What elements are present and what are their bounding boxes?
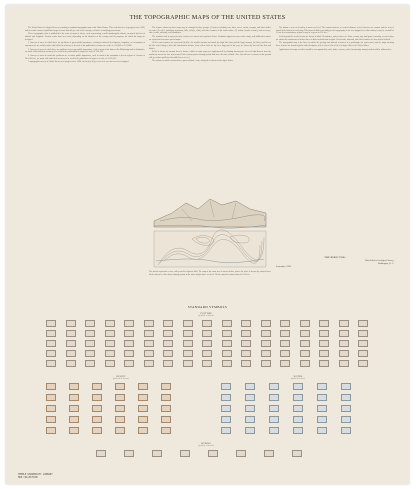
section-culture-sub: (printed in black)	[198, 315, 214, 317]
legend-symbol-swatch	[161, 405, 171, 412]
water-symbol-grid	[221, 383, 376, 439]
legend-symbol-swatch	[341, 383, 351, 390]
standard-symbols-title: STANDARD SYMBOLS	[187, 305, 228, 309]
legend-symbol-swatch	[124, 350, 134, 357]
legend-symbol-swatch	[280, 350, 290, 357]
legend-symbol-swatch	[124, 330, 134, 337]
legend-symbol-swatch	[293, 394, 303, 401]
legend-symbol-swatch	[261, 360, 271, 367]
legend-symbol-swatch	[144, 330, 154, 337]
legend-symbol-swatch	[152, 450, 162, 457]
legend-symbol-swatch	[341, 416, 351, 423]
section-relief-sub: (printed in brown)	[113, 378, 129, 380]
legend-symbol-swatch	[221, 383, 231, 390]
legend-symbol-swatch	[69, 427, 79, 434]
legend-symbol-swatch	[85, 350, 95, 357]
legend-symbol-swatch	[245, 416, 255, 423]
legend-symbol-swatch	[241, 360, 251, 367]
legend-symbol-swatch	[317, 383, 327, 390]
legend-symbol-swatch	[292, 450, 302, 457]
legend-symbol-swatch	[245, 394, 255, 401]
paragraph: The features shown on these maps may be arranged in three groups: (1) water, including seas, lakes, rivers, canals, swamps, and other bodies of water; (2) relief, including mountains, hills, valleys, cliffs, and other features of the land surface; (3) culture (works of man), such as towns, cities, roads, railroads, and boundaries.	[149, 27, 271, 35]
legend-symbol-swatch	[144, 350, 154, 357]
legend-symbol-swatch	[319, 330, 329, 337]
legend-symbol-swatch	[69, 416, 79, 423]
section-works	[176, 442, 236, 447]
legend-symbol-swatch	[138, 427, 148, 434]
legend-symbol-swatch	[245, 405, 255, 412]
signature-org: United States Geological Survey,	[364, 259, 394, 262]
legend-symbol-swatch	[358, 320, 368, 327]
legend-symbol-swatch	[341, 405, 351, 412]
legend-symbol-swatch	[293, 405, 303, 412]
legend-symbol-swatch	[222, 340, 232, 347]
paragraph: Applications for maps or folios should be accompanied by cash, draft, or money order (not postage stamps) and should be addressed to	[279, 48, 392, 51]
paragraph: The symbols used to represent these features are shown and explained below. Variations appear in some earlier maps, and additional features are represented on some special maps.	[149, 35, 271, 41]
culture-symbol-grid	[46, 320, 376, 372]
legend-symbol-swatch	[92, 405, 102, 412]
paragraph: These topographic atlas is published in the form of maps or sheets, each representing a small quadrangular district, measured by lines of latitude and longitude. Various scales have been used, depending on the character of the country and the purposes for which the maps are designed.	[25, 33, 145, 41]
text-column-2	[149, 27, 271, 64]
legend-symbol-swatch	[46, 383, 56, 390]
legend-symbol-swatch	[161, 383, 171, 390]
paragraph: The datum or zero of elevation is mean sea level. The contour interval, or vertical distance in feet between one contour and the next, is stated at the bottom of each map. This interval differs according to the topography of the area mapped: in a flat country it may be as small as 1 foot; in a mountainous region it may be as great as 250 feet.	[276, 27, 394, 35]
legend-symbol-swatch	[269, 394, 279, 401]
section-relief-title: RELIEF	[116, 375, 126, 378]
section-culture-title: CULTURE	[199, 312, 213, 315]
legend-symbol-swatch	[339, 350, 349, 357]
section-works-title: WORKS	[201, 442, 211, 445]
legend-symbol-swatch	[66, 320, 76, 327]
legend-symbol-swatch	[92, 427, 102, 434]
legend-symbol-swatch	[144, 320, 154, 327]
legend-symbol-swatch	[261, 320, 271, 327]
legend-symbol-swatch	[161, 416, 171, 423]
legend-symbol-swatch	[85, 360, 95, 367]
legend-symbol-swatch	[300, 340, 310, 347]
legend-symbol-swatch	[339, 330, 349, 337]
stamp-line-1: TEMPLE UNIVERSITY LIBRARY	[18, 473, 53, 476]
legend-symbol-swatch	[46, 320, 56, 327]
legend-symbol-swatch	[124, 340, 134, 347]
legend-symbol-swatch	[163, 330, 173, 337]
legend-symbol-swatch	[46, 340, 56, 347]
legend-symbol-swatch	[124, 360, 134, 367]
legend-symbol-swatch	[183, 330, 193, 337]
legend-symbol-swatch	[358, 350, 368, 357]
legend-symbol-swatch	[241, 320, 251, 327]
legend-symbol-swatch	[280, 320, 290, 327]
legend-symbol-swatch	[319, 360, 329, 367]
signature-date: September, 1928.	[276, 265, 292, 268]
legend-symbol-swatch	[269, 416, 279, 423]
legend-symbol-swatch	[105, 330, 115, 337]
document-title: THE TOPOGRAPHIC MAPS OF THE UNITED STATES	[129, 14, 286, 21]
contour-illustration-svg	[152, 191, 268, 269]
legend-symbol-swatch	[293, 427, 303, 434]
legend-symbol-swatch	[115, 394, 125, 401]
legend-symbol-swatch	[300, 350, 310, 357]
legend-symbol-swatch	[115, 416, 125, 423]
legend-symbol-swatch	[300, 330, 310, 337]
legend-symbol-swatch	[202, 330, 212, 337]
map-back-sheet	[6, 5, 409, 484]
legend-symbol-swatch	[144, 340, 154, 347]
legend-symbol-swatch	[261, 340, 271, 347]
legend-symbol-swatch	[269, 427, 279, 434]
legend-symbol-swatch	[300, 320, 310, 327]
legend-symbol-swatch	[202, 320, 212, 327]
signature-heading: THE DIRECTOR,	[324, 257, 346, 259]
legend-symbol-swatch	[300, 360, 310, 367]
signature-block	[276, 257, 394, 269]
legend-symbol-swatch	[161, 427, 171, 434]
figure-caption: The sketch represents a river valley and the adjacent hills. The map of the same area is shown below, where the relief is shown by contour lines. Each contour is a line drawn through points at the same height above sea level. On the map the contour interval is 20 feet.	[149, 271, 271, 276]
library-stamp	[18, 473, 53, 479]
legend-symbol-swatch	[221, 405, 231, 412]
legend-symbol-swatch	[85, 320, 95, 327]
legend-symbol-swatch	[163, 340, 173, 347]
legend-symbol-swatch	[183, 340, 193, 347]
legend-symbol-swatch	[105, 320, 115, 327]
legend-symbol-swatch	[317, 394, 327, 401]
paragraph: 3. Surveys of areas in which the problems are of minor public importance, such as much of the mountain or desert regions of Arizona or New Mexico, are made with sufficient accuracy to be used in the publication of maps on a scale of 1:125,000.	[25, 55, 145, 60]
legend-symbol-swatch	[339, 340, 349, 347]
legend-symbol-swatch	[221, 394, 231, 401]
legend-symbol-swatch	[66, 350, 76, 357]
text-column-3	[276, 27, 394, 53]
legend-symbol-swatch	[221, 416, 231, 423]
legend-symbol-swatch	[319, 320, 329, 327]
paragraph: Lettering and the works of man are shown in black. Boundaries, such as those of a State, county, city, land grant, township, or reservation, are shown by continuous or broken lines of different kinds and weights. Good roads, railroads, and other features are also shown in black.	[276, 35, 394, 41]
legend-symbol-swatch	[183, 360, 193, 367]
legend-symbol-swatch	[69, 405, 79, 412]
legend-symbol-swatch	[66, 340, 76, 347]
legend-symbol-swatch	[46, 360, 56, 367]
legend-symbol-swatch	[241, 330, 251, 337]
legend-symbol-swatch	[317, 405, 327, 412]
legend-symbol-swatch	[269, 405, 279, 412]
legend-symbol-swatch	[208, 450, 218, 457]
legend-symbol-swatch	[339, 360, 349, 367]
legend-symbol-swatch	[264, 450, 274, 457]
text-column-1	[25, 27, 145, 65]
legend-symbol-swatch	[144, 360, 154, 367]
legend-symbol-swatch	[92, 383, 102, 390]
legend-symbol-swatch	[46, 416, 56, 423]
legend-symbol-swatch	[222, 330, 232, 337]
legend-symbol-swatch	[69, 394, 79, 401]
legend-symbol-swatch	[358, 340, 368, 347]
legend-symbol-swatch	[245, 427, 255, 434]
signature-city: Washington, D. C.	[377, 262, 394, 265]
legend-symbol-swatch	[46, 330, 56, 337]
legend-symbol-swatch	[46, 394, 56, 401]
legend-symbol-swatch	[96, 450, 106, 457]
legend-symbol-swatch	[358, 360, 368, 367]
legend-symbol-swatch	[163, 350, 173, 357]
legend-symbol-swatch	[92, 416, 102, 423]
section-water-sub: (printed in blue)	[290, 378, 306, 380]
legend-symbol-swatch	[138, 383, 148, 390]
legend-symbol-swatch	[358, 330, 368, 337]
legend-symbol-swatch	[202, 340, 212, 347]
legend-symbol-swatch	[221, 427, 231, 434]
paragraph: 2. Surveys of areas in which there are problems of average public importance, such as most of the basin of the Mississippi and its tributaries, are made with sufficient accuracy to be used in the publication of maps on a scale of 1:62,500.	[25, 48, 145, 54]
relief-symbol-grid	[46, 383, 196, 439]
legend-symbol-swatch	[66, 360, 76, 367]
works-symbol-grid	[96, 450, 326, 464]
section-works-sub: (printed in black)	[198, 445, 214, 447]
legend-symbol-swatch	[293, 416, 303, 423]
paragraph: A topographic survey of Alaska has been in progress since 1898, and nearly 40 per cent of its area has now been mapped.	[28, 61, 129, 64]
legend-symbol-swatch	[115, 427, 125, 434]
paragraph: The manner in which contour lines express altitude, form, and grade is shown in the figure below.	[152, 60, 234, 63]
legend-symbol-swatch	[46, 350, 56, 357]
legend-symbol-swatch	[241, 350, 251, 357]
section-culture	[176, 312, 236, 317]
legend-symbol-swatch	[317, 427, 327, 434]
paragraph: The United States Geological Survey is making a standard topographic map of the United States. This work has been in progress since 1882, and its results consist of published maps of more than 40 per cent of the country, exclusive of outlying possessions.	[25, 27, 146, 32]
legend-symbol-swatch	[46, 427, 56, 434]
legend-symbol-swatch	[202, 350, 212, 357]
paragraph: Relief is shown by contour lines in brown, which on some maps are supplemented by shading showing the effect of light thrown from the northwest across the area represented. Each contour passes through points that have the same altitude. One who follows a contour on the ground will go neither uphill nor downhill but on a level.	[149, 51, 271, 59]
legend-symbol-swatch	[124, 320, 134, 327]
legend-symbol-swatch	[236, 450, 246, 457]
contour-illustration	[152, 191, 268, 269]
legend-symbol-swatch	[46, 405, 56, 412]
legend-symbol-swatch	[280, 330, 290, 337]
legend-symbol-swatch	[138, 394, 148, 401]
legend-symbol-swatch	[341, 394, 351, 401]
legend-symbol-swatch	[261, 330, 271, 337]
legend-symbol-swatch	[138, 405, 148, 412]
legend-symbol-swatch	[222, 350, 232, 357]
legend-symbol-swatch	[269, 383, 279, 390]
legend-symbol-swatch	[319, 350, 329, 357]
legend-symbol-swatch	[339, 320, 349, 327]
legend-symbol-swatch	[115, 383, 125, 390]
paragraph: 1. Surveys of areas in which there are problems of great public importance, relating to mineral development, irrigation, or reclamation of swamp areas, are usually made with sufficient accuracy to be used in the publication of maps on a scale of 1:24,000 or 1:31,680.	[25, 42, 145, 47]
legend-symbol-swatch	[202, 360, 212, 367]
legend-symbol-swatch	[66, 330, 76, 337]
legend-symbol-swatch	[222, 360, 232, 367]
legend-symbol-swatch	[92, 394, 102, 401]
legend-symbol-swatch	[261, 350, 271, 357]
legend-symbol-swatch	[293, 383, 303, 390]
legend-symbol-swatch	[180, 450, 190, 457]
legend-symbol-swatch	[138, 416, 148, 423]
legend-symbol-swatch	[317, 416, 327, 423]
legend-symbol-swatch	[163, 360, 173, 367]
legend-symbol-swatch	[241, 340, 251, 347]
legend-symbol-swatch	[341, 427, 351, 434]
section-relief	[91, 375, 151, 380]
legend-symbol-swatch	[222, 320, 232, 327]
legend-symbol-swatch	[161, 394, 171, 401]
legend-symbol-swatch	[105, 340, 115, 347]
legend-symbol-swatch	[183, 320, 193, 327]
legend-symbol-swatch	[85, 330, 95, 337]
legend-symbol-swatch	[183, 350, 193, 357]
legend-symbol-swatch	[85, 340, 95, 347]
section-water-title: WATER	[293, 375, 303, 378]
legend-symbol-swatch	[69, 383, 79, 390]
legend-symbol-swatch	[124, 450, 134, 457]
stamp-line-2: MAP COLLECTION	[18, 476, 38, 479]
legend-symbol-swatch	[105, 350, 115, 357]
paragraph: The topographic map is the base on which the geology and mineral resources of a quadrangle are represented, and the maps showing these features are bound together with descriptive text to form a folio of the Geologic Atlas of the United States.	[276, 42, 394, 47]
legend-symbol-swatch	[280, 340, 290, 347]
section-water	[268, 375, 328, 380]
paragraph: All the water features are represented in blue, the smaller streams and canals by single blue lines and the larger streams, the lakes, and the sea by blue water lining or blue tint. Intermittent streams, those whose beds are dry for a large part of the year, are shown by lines of blue dots and dashes.	[149, 42, 271, 50]
legend-symbol-swatch	[319, 340, 329, 347]
legend-symbol-swatch	[245, 383, 255, 390]
legend-symbol-swatch	[163, 320, 173, 327]
legend-symbol-swatch	[280, 360, 290, 367]
legend-symbol-swatch	[105, 360, 115, 367]
legend-symbol-swatch	[115, 405, 125, 412]
